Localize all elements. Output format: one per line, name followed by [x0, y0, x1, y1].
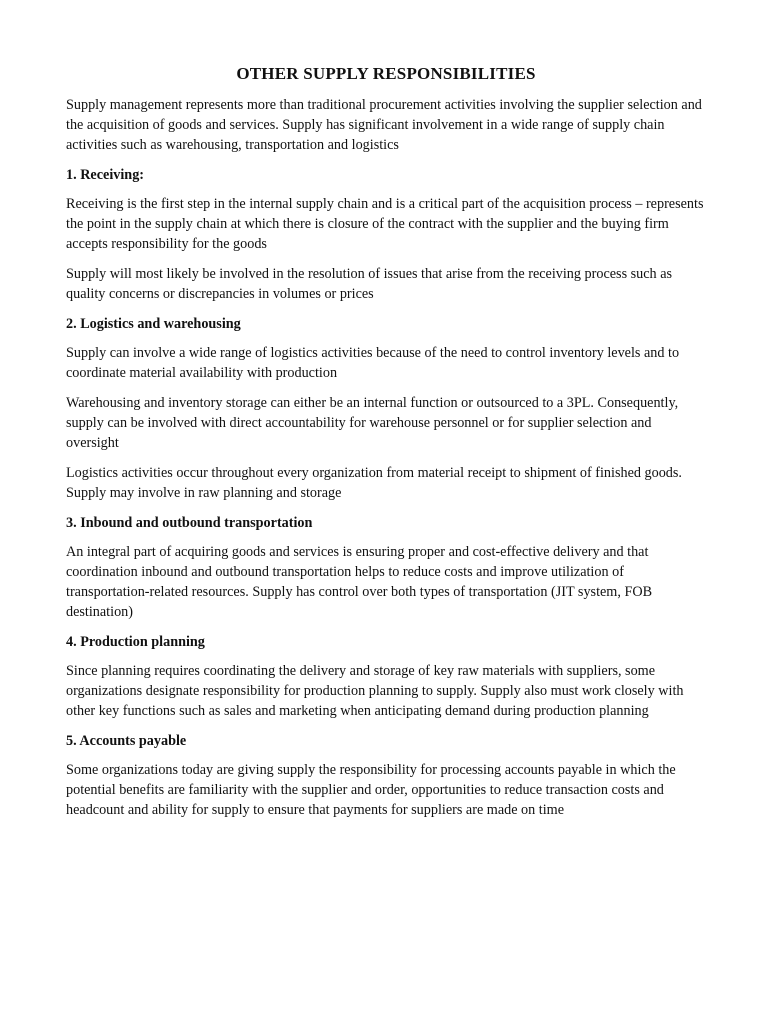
section-paragraph: Since planning requires coordinating the delivery and storage of key raw materials with suppliers, some organizations designate responsibility for production planning to supply. Supply also must work closely with other key functions such as sales and marketing when anticipating demand during production planning	[66, 663, 684, 719]
section-paragraph: Logistics activities occur throughout every organization from material receipt to shipment of finished goods. Supply may involve in raw planning and storage	[66, 465, 682, 501]
section-receiving	[66, 165, 706, 304]
section-logistics-warehousing	[66, 314, 706, 503]
section-paragraph: An integral part of acquiring goods and services is ensuring proper and cost-effective delivery and that coordination inbound and outbound transportation helps to reduce costs and improve utilization of transportation-related resources. Supply has control over both types of transportation (JIT system, FOB destination)	[66, 544, 653, 620]
section-heading: 4. Production planning	[66, 634, 205, 650]
section-heading: 3. Inbound and outbound transportation	[66, 515, 313, 531]
section-production-planning	[66, 632, 706, 721]
intro-paragraph: Supply management represents more than traditional procurement activities involving the supplier selection and the acquisition of goods and services. Supply has significant involvement in a wide range of supply chain activities such as warehousing, transportation and logistics	[66, 97, 702, 153]
document-title: OTHER SUPPLY RESPONSIBILITIES	[236, 64, 536, 83]
section-paragraph: Some organizations today are giving supply the responsibility for processing accounts payable in which the potential benefits are familiarity with the supplier and order, opportunities to reduce transaction costs and headcount and ability for supply to ensure that payments for suppliers are made on time	[66, 762, 676, 818]
section-paragraph: Receiving is the first step in the internal supply chain and is a critical part of the acquisition process – represents the point in the supply chain at which there is closure of the contract with the supplier and the buying firm accepts responsibility for the goods	[66, 196, 704, 252]
section-heading: 1. Receiving:	[66, 167, 145, 183]
section-heading: 2. Logistics and warehousing	[66, 316, 241, 332]
section-paragraph: Supply can involve a wide range of logistics activities because of the need to control inventory levels and to coordinate material availability with production	[66, 345, 680, 381]
section-heading: 5. Accounts payable	[66, 733, 187, 749]
document-page	[66, 62, 706, 830]
section-paragraph: Warehousing and inventory storage can either be an internal function or outsourced to a 3PL. Consequently, supply can be involved with direct accountability for warehouse personnel or for supplier selection and oversight	[66, 395, 679, 451]
section-paragraph: Supply will most likely be involved in the resolution of issues that arise from the receiving process such as quality concerns or discrepancies in volumes or prices	[66, 266, 673, 302]
section-accounts-payable	[66, 731, 706, 820]
section-transportation	[66, 513, 706, 622]
